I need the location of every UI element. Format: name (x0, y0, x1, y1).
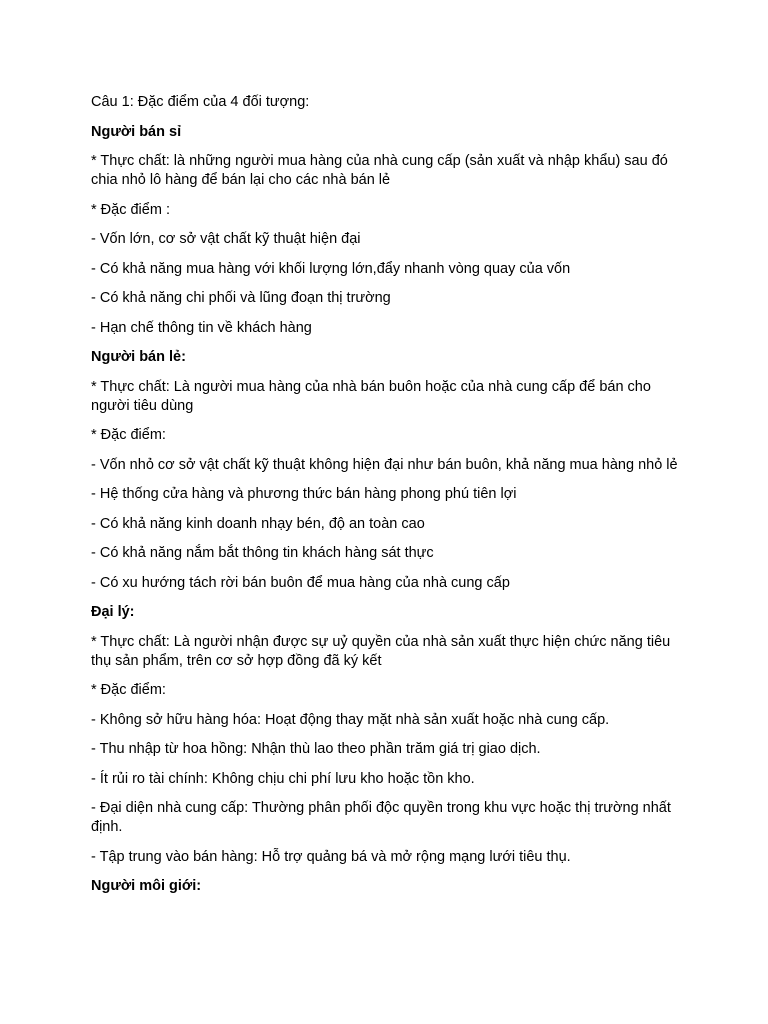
paragraph: * Đặc điểm: (91, 427, 166, 443)
list-item: - Ít rủi ro tài chính: Không chịu chi phí lưu kho hoặc tồn kho. (91, 770, 475, 787)
document-page (91, 93, 691, 907)
section-heading-wholesaler: Người bán sỉ (91, 123, 182, 140)
section-heading-retailer: Người bán lẻ: (91, 349, 186, 365)
list-item: - Thu nhập từ hoa hồng: Nhận thù lao theo phần trăm giá trị giao dịch. (91, 741, 541, 757)
section-heading-broker: Người môi giới: (91, 878, 202, 894)
paragraph: * Đặc điểm : (91, 201, 170, 218)
list-item: - Đại diện nhà cung cấp: Thường phân phối độc quyền trong khu vực hoặc thị trường nhất định. (91, 800, 671, 835)
list-item: - Tập trung vào bán hàng: Hỗ trợ quảng bá và mở rộng mạng lưới tiêu thụ. (91, 848, 571, 865)
list-item: - Có khả năng chi phối và lũng đoạn thị trường (91, 290, 391, 306)
paragraph: * Thực chất: là những người mua hàng của nhà cung cấp (sản xuất và nhập khẩu) sau đó chia nhỏ lô hàng để bán lại cho các nhà bán lẻ (91, 153, 668, 188)
list-item: - Hệ thống cửa hàng và phương thức bán hàng phong phú tiên lợi (91, 486, 517, 502)
list-item: - Có khả năng kinh doanh nhạy bén, độ an toàn cao (91, 515, 425, 532)
list-item: - Vốn nhỏ cơ sở vật chất kỹ thuật không hiện đại như bán buôn, khả năng mua hàng nhỏ lẻ (91, 456, 678, 473)
list-item: - Có khả năng mua hàng với khối lượng lớn,đẩy nhanh vòng quay của vốn (91, 260, 571, 277)
paragraph: * Thực chất: Là người mua hàng của nhà bán buôn hoặc của nhà cung cấp để bán cho người tiêu dùng (91, 378, 651, 414)
list-item: - Có xu hướng tách rời bán buôn để mua hàng của nhà cung cấp (91, 574, 510, 591)
paragraph: * Thực chất: Là người nhận được sự uỷ quyền của nhà sản xuất thực hiện chức năng tiêu thụ sản phẩm, trên cơ sở hợp đồng đã ký kết (91, 633, 671, 669)
document-title: Câu 1: Đặc điểm của 4 đối tượng: (91, 94, 310, 110)
paragraph: * Đặc điểm: (91, 682, 166, 698)
list-item: - Hạn chế thông tin về khách hàng (91, 319, 312, 336)
list-item: - Có khả năng nắm bắt thông tin khách hàng sát thực (91, 545, 434, 561)
section-heading-agent: Đại lý: (91, 604, 135, 620)
list-item: - Vốn lớn, cơ sở vật chất kỹ thuật hiện đại (91, 231, 361, 247)
list-item: - Không sở hữu hàng hóa: Hoạt động thay mặt nhà sản xuất hoặc nhà cung cấp. (91, 711, 610, 728)
